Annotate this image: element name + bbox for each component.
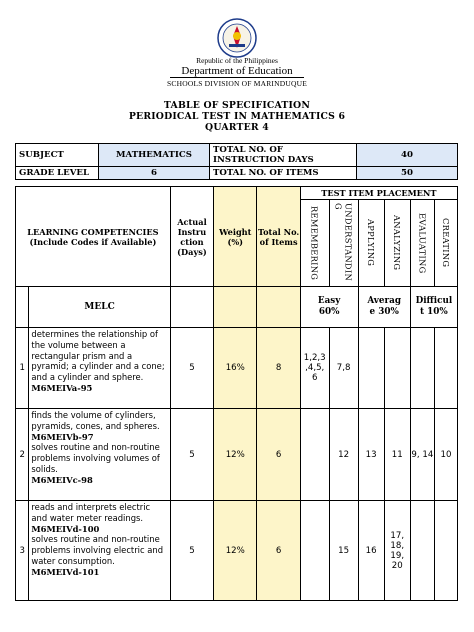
remembering-cell (300, 409, 329, 501)
divider (170, 77, 304, 78)
quarter-label: QUARTER 4 (205, 122, 269, 133)
competency-code-2: M6MEIVd-101 (31, 566, 100, 577)
grade-value: 6 (99, 167, 210, 180)
understanding-cell: 12 (329, 409, 358, 501)
remembering-cell: 1,2,3 ,4,5, 6 (300, 328, 329, 409)
info-table (15, 143, 458, 180)
deped-seal-icon (217, 18, 257, 58)
creating-cell (434, 328, 457, 409)
level-evaluating: EVALUATING (417, 212, 428, 274)
document-subtitle: PERIODICAL TEST IN MATHEMATICS 6 (128, 111, 346, 122)
melc-label: MELC (29, 287, 170, 328)
items-header: Total No. of Items (257, 187, 300, 287)
items-label: TOTAL NO. OF ITEMS (210, 167, 357, 180)
level-analyzing: ANALYZING (392, 215, 403, 271)
subject-label: SUBJECT (16, 144, 99, 167)
competencies-header: LEARNING COMPETENCIES (Include Codes if Available) (16, 187, 171, 287)
analyzing-cell: 11 (384, 409, 410, 501)
division-name: SCHOOLS DIVISION OF MARINDUQUE (167, 79, 307, 88)
creating-cell (434, 501, 457, 601)
items-cell: 6 (257, 409, 300, 501)
row-number: 2 (16, 409, 29, 501)
days-label: TOTAL NO. OF INSTRUCTION DAYS (210, 144, 357, 167)
republic-text: Republic of the Philippines (196, 56, 278, 65)
row-number: 3 (16, 501, 29, 601)
specification-table (15, 186, 458, 601)
competency-code: M6MEIVa-95 (31, 382, 93, 393)
weight-cell: 12% (214, 501, 257, 601)
understanding-cell: 15 (329, 501, 358, 601)
days-header: Actual Instru ction (Days) (170, 187, 213, 287)
items-cell: 8 (257, 328, 300, 409)
days-value: 40 (357, 144, 458, 167)
items-cell: 6 (257, 501, 300, 601)
competency-text-2: solves routine and non-routine problems involving electric and water consumption. (31, 534, 164, 566)
days-cell: 5 (170, 409, 213, 501)
difficulty-average: Averag e 30% (358, 287, 410, 328)
level-remembering: REMEMBERING (309, 205, 320, 281)
creating-cell: 10 (434, 409, 457, 501)
placement-header: TEST ITEM PLACEMENT (300, 187, 457, 200)
evaluating-cell (410, 501, 434, 601)
understanding-cell: 7,8 (329, 328, 358, 409)
level-applying: APPLYING (366, 219, 377, 267)
department-name: Department of Education (181, 65, 293, 77)
applying-cell: 16 (358, 501, 384, 601)
competency-cell (29, 328, 170, 409)
remembering-cell (300, 501, 329, 601)
subject-value: MATHEMATICS (99, 144, 210, 167)
competency-text-2: solves routine and non-routine problems involving volumes of solids. (31, 442, 160, 474)
weight-cell: 16% (214, 328, 257, 409)
grade-label: GRADE LEVEL (16, 167, 99, 180)
weight-cell: 12% (214, 409, 257, 501)
applying-cell (358, 328, 384, 409)
difficulty-easy: Easy 60% (300, 287, 358, 328)
days-cell: 5 (170, 328, 213, 409)
applying-cell: 13 (358, 409, 384, 501)
competency-text: reads and interprets electric and water meter readings. (31, 502, 151, 523)
analyzing-cell (384, 328, 410, 409)
competency-cell (29, 501, 170, 601)
competency-code: M6MEIVd-100 (31, 523, 100, 534)
weight-header: Weight (%) (214, 187, 257, 287)
competency-text: finds the volume of cylinders, pyramids, cones, and spheres. (31, 410, 160, 431)
competency-cell (29, 409, 170, 501)
evaluating-cell: 9, 14 (410, 409, 434, 501)
competency-code: M6MEIVb-97 (31, 431, 94, 442)
items-value: 50 (357, 167, 458, 180)
evaluating-cell (410, 328, 434, 409)
row-number: 1 (16, 328, 29, 409)
competency-code-2: M6MEIVc-98 (31, 474, 93, 485)
difficulty-difficult: Difficul t 10% (410, 287, 457, 328)
level-understanding: UNDERSTANDIN G (333, 203, 354, 282)
document-title: TABLE OF SPECIFICATION (163, 100, 311, 111)
level-creating: CREATING (440, 218, 451, 268)
competency-text: determines the relationship of the volume between a rectangular prism and a pyramid; a cylinder and a cone; and a cylinder and sphere. (31, 329, 165, 383)
days-cell: 5 (170, 501, 213, 601)
analyzing-cell: 17, 18, 19, 20 (384, 501, 410, 601)
